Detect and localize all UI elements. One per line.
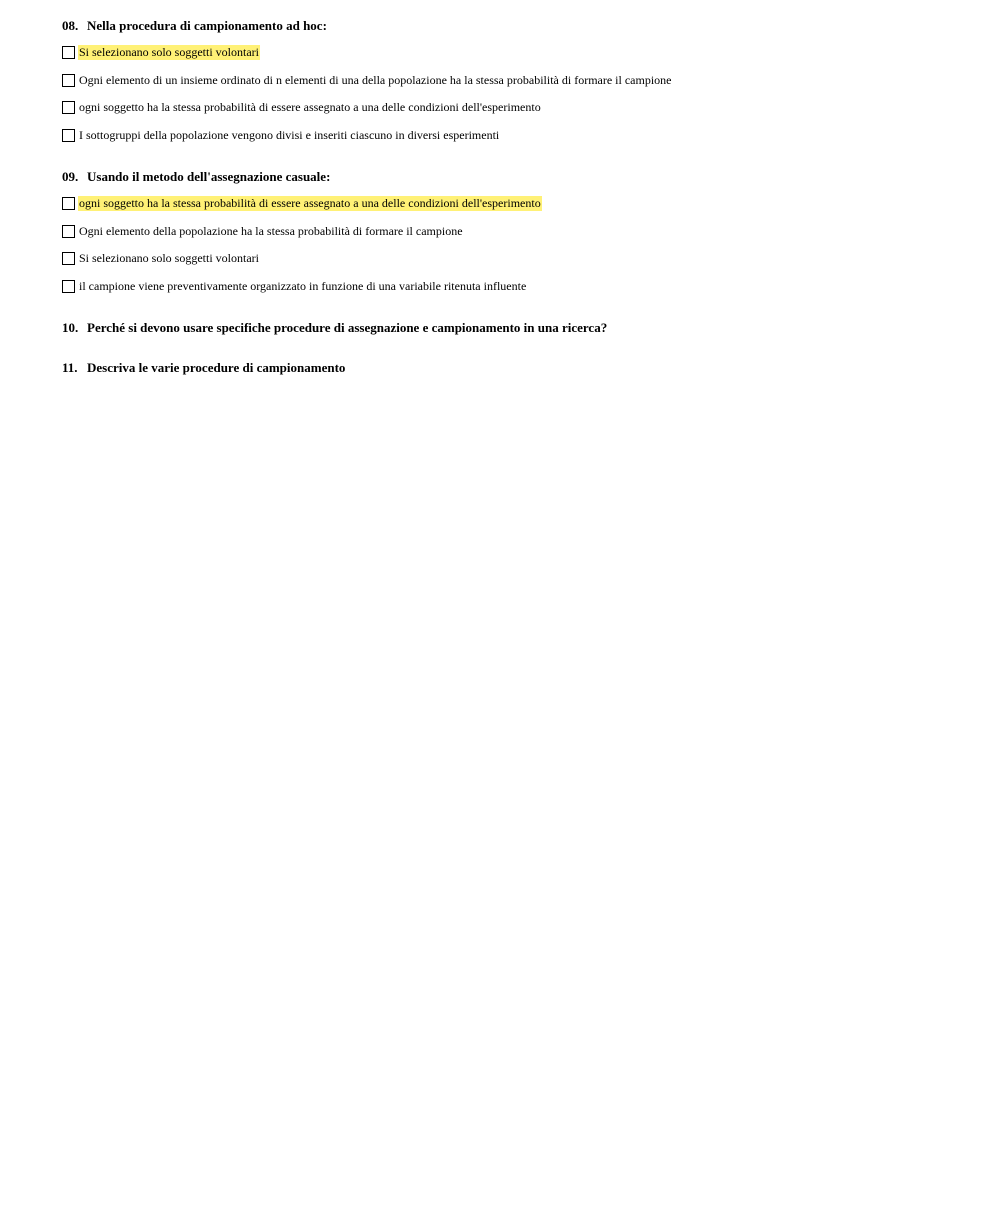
question-08	[62, 18, 962, 155]
question-number: 09.	[62, 169, 79, 184]
question-text: Nella procedura di campionamento ad hoc:	[87, 18, 327, 33]
options-list	[62, 44, 962, 144]
checkbox[interactable]	[62, 252, 75, 265]
question-number: 11.	[62, 360, 78, 375]
option-item[interactable]	[62, 99, 962, 116]
checkbox[interactable]	[62, 197, 75, 210]
question-number: 08.	[62, 18, 79, 33]
checkbox[interactable]	[62, 101, 75, 114]
option-label: I sottogruppi della popolazione vengono divisi e inseriti ciascuno in diversi esperimenti	[79, 128, 500, 143]
question-text: Descriva le varie procedure di campionamento	[87, 360, 346, 375]
option-item[interactable]	[62, 72, 962, 89]
checkbox[interactable]	[62, 280, 75, 293]
option-label: Si selezionano solo soggetti volontari	[79, 251, 259, 266]
checkbox[interactable]	[62, 46, 75, 59]
question-title	[62, 18, 962, 34]
option-item[interactable]	[62, 44, 962, 61]
option-label: ogni soggetto ha la stessa probabilità di essere assegnato a una delle condizioni dell'esperimento	[79, 100, 541, 115]
question-title	[62, 320, 962, 336]
question-10	[62, 320, 962, 336]
option-label: Ogni elemento della popolazione ha la stessa probabilità di formare il campione	[79, 223, 463, 238]
option-label: Si selezionano solo soggetti volontari	[79, 45, 259, 59]
option-item[interactable]	[62, 278, 962, 295]
option-item[interactable]	[62, 195, 962, 212]
option-label: ogni soggetto ha la stessa probabilità di essere assegnato a una delle condizioni dell'esperimento	[79, 196, 541, 210]
option-item[interactable]	[62, 223, 962, 240]
question-number: 10.	[62, 320, 79, 335]
options-list	[62, 195, 962, 295]
option-label: il campione viene preventivamente organizzato in funzione di una variabile ritenuta influente	[79, 279, 527, 294]
option-label: Ogni elemento di un insieme ordinato di n elementi di una della popolazione ha la stessa probabilità di formare il campione	[79, 72, 672, 87]
checkbox[interactable]	[62, 129, 75, 142]
question-title	[62, 360, 962, 376]
checkbox[interactable]	[62, 74, 75, 87]
question-09	[62, 169, 962, 306]
question-text: Usando il metodo dell'assegnazione casuale:	[87, 169, 331, 184]
checkbox[interactable]	[62, 225, 75, 238]
option-item[interactable]	[62, 250, 962, 267]
question-11	[62, 360, 962, 376]
question-text: Perché si devono usare specifiche procedure di assegnazione e campionamento in una ricerca?	[87, 320, 608, 335]
option-item[interactable]	[62, 127, 962, 144]
question-title	[62, 169, 962, 185]
